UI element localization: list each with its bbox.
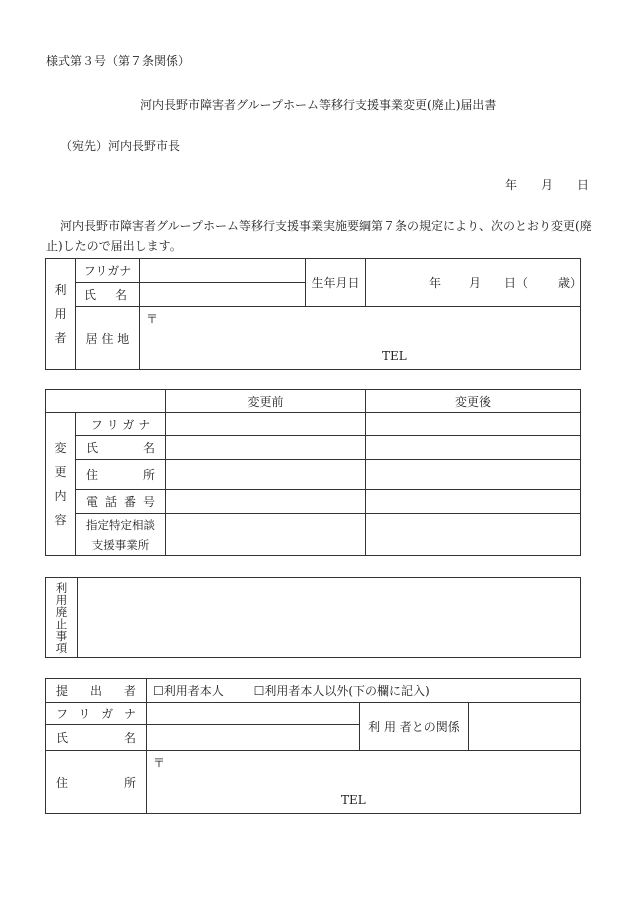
change-table [45, 389, 581, 556]
user-postal-mark: 〒 [146, 312, 159, 326]
submitter-options [147, 679, 581, 703]
intro-line-2: 止)したので届出します。 [46, 239, 182, 253]
date-year-label: 年 [505, 178, 518, 192]
before-phone-field[interactable] [166, 490, 366, 514]
user-tel-label: TEL [382, 349, 407, 363]
submitter-label: 提出者 [46, 679, 147, 703]
after-address-field[interactable] [366, 460, 581, 490]
submitter-address-label: 住所 [46, 751, 147, 814]
submitter-name-field[interactable] [147, 725, 360, 751]
user-name-field[interactable] [140, 283, 306, 307]
col-before-header: 変更前 [166, 390, 366, 413]
birthdate-field[interactable] [366, 259, 581, 307]
addressee: （宛先）河内長野市長 [60, 139, 181, 153]
age-unit-label: 歳） [558, 276, 583, 290]
change-side-label: 変 更 内 容 [46, 413, 76, 556]
birthdate-label: 生年月日 [306, 259, 366, 307]
before-address-field[interactable] [166, 460, 366, 490]
before-furigana-field[interactable] [166, 413, 366, 436]
document-title: 河内長野市障害者グループホーム等移行支援事業変更(廃止)届出書 [140, 98, 497, 112]
abolition-side-label: 利 用 廃 止 事 項 [46, 578, 78, 658]
user-address-field[interactable] [140, 307, 581, 370]
user-furigana-field[interactable] [140, 259, 306, 283]
option-other-checkbox[interactable]: ☐利用者本人以外(下の欄に記入) [253, 684, 430, 698]
change-name-label: 氏名 [76, 436, 166, 460]
after-agency-field[interactable] [366, 514, 581, 556]
submitter-furigana-field[interactable] [147, 703, 360, 725]
intro-line-1: 河内長野市障害者グループホーム等移行支援事業実施要綱第７条の規定により、次のとおり変更(廃 [60, 219, 592, 233]
col-after-header: 変更後 [366, 390, 581, 413]
submitter-table [45, 678, 581, 814]
after-phone-field[interactable] [366, 490, 581, 514]
birth-day-label: 日（ [504, 276, 529, 290]
submitter-postal-mark: 〒 [153, 756, 166, 770]
date-month-label: 月 [541, 178, 554, 192]
abolition-field[interactable] [78, 578, 581, 658]
submitter-address-field[interactable] [147, 751, 581, 814]
birth-month-label: 月 [469, 276, 482, 290]
change-agency-label: 指定特定相談 支援事業所 [76, 514, 166, 556]
change-phone-label: 電話番号 [76, 490, 166, 514]
user-side-label: 利 用 者 [46, 259, 76, 370]
user-table [45, 258, 581, 370]
submitter-name-label: 氏名 [46, 725, 147, 751]
before-name-field[interactable] [166, 436, 366, 460]
before-agency-field[interactable] [166, 514, 366, 556]
user-furigana-label: フリガナ [76, 259, 140, 283]
after-furigana-field[interactable] [366, 413, 581, 436]
after-name-field[interactable] [366, 436, 581, 460]
user-address-label: 居 住 地 [76, 307, 140, 370]
option-self-checkbox[interactable]: ☐利用者本人 [153, 684, 224, 698]
form-number: 様式第３号（第７条関係） [46, 54, 191, 68]
change-header-blank [46, 390, 166, 413]
change-address-label: 住所 [76, 460, 166, 490]
change-furigana-label: フ リ ガ ナ [76, 413, 166, 436]
submitter-tel-label: TEL [341, 793, 366, 807]
relation-field[interactable] [469, 703, 581, 751]
user-name-label: 氏 名 [76, 283, 140, 307]
abolition-table [45, 577, 581, 658]
birth-year-label: 年 [429, 276, 442, 290]
date-day-label: 日 [577, 178, 590, 192]
submitter-furigana-label: フリガナ [46, 703, 147, 725]
relation-label: 利 用 者との関係 [360, 703, 469, 751]
